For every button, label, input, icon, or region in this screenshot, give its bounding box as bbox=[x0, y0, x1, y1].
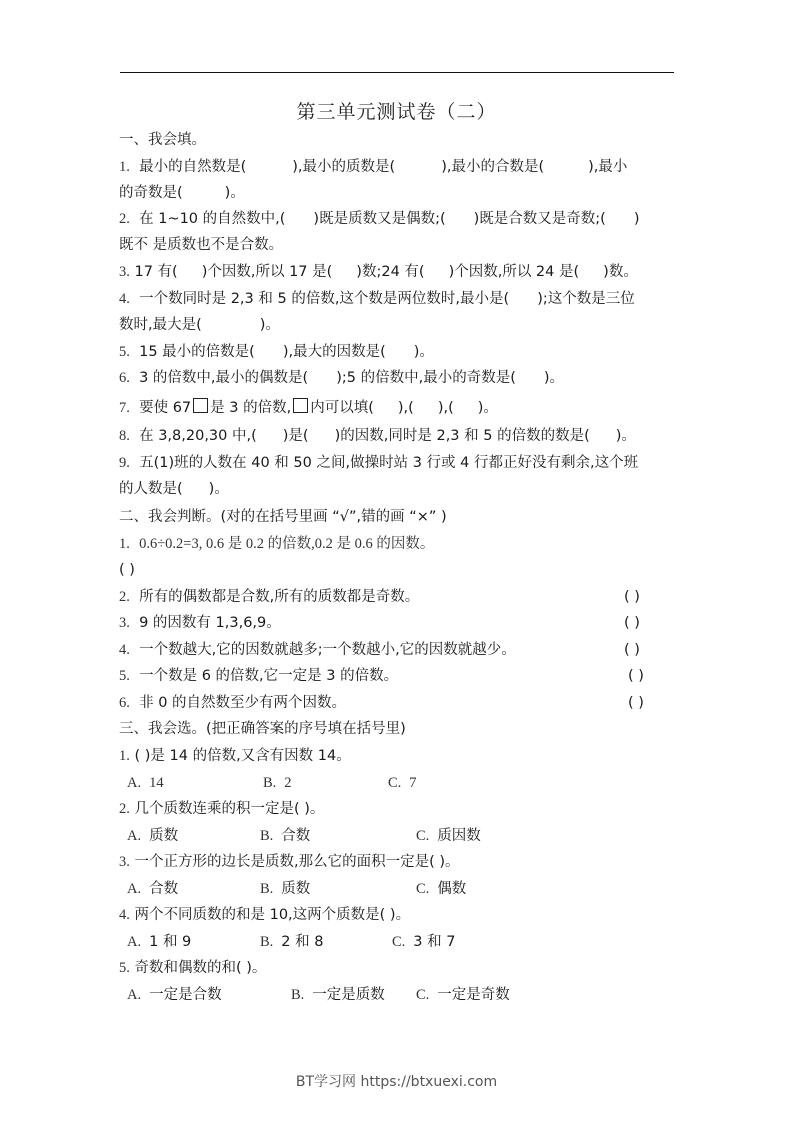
option-label: C. bbox=[392, 934, 406, 950]
option-text: 7 bbox=[409, 775, 417, 791]
option-label: A. bbox=[127, 881, 142, 897]
q-text: ( )是 14 的倍数,又含有因数 14。 bbox=[134, 748, 351, 764]
option-c[interactable] bbox=[416, 879, 466, 899]
option-a[interactable] bbox=[127, 773, 164, 793]
q-number: 1. bbox=[119, 536, 130, 552]
q-text: 内可以填( bbox=[310, 400, 374, 416]
square-box-icon bbox=[193, 398, 208, 413]
s3-question-4 bbox=[119, 905, 410, 925]
q-text: ),最小的合数是( bbox=[441, 159, 545, 175]
q-text: )。 bbox=[208, 481, 229, 497]
q-number: 1. bbox=[119, 748, 130, 764]
q-text: ) bbox=[633, 211, 640, 227]
option-a[interactable] bbox=[127, 879, 178, 899]
option-text: 3 和 7 bbox=[413, 934, 456, 950]
q-text: 两个不同质数的和是 10,这两个质数是( )。 bbox=[134, 907, 411, 923]
option-text: 一定是奇数 bbox=[437, 987, 510, 1003]
q-number: 1. bbox=[119, 159, 130, 175]
q-text: )个因数,所以 24 是( bbox=[448, 264, 580, 280]
s2-item-5 bbox=[119, 666, 398, 686]
answer-paren[interactable]: ( ) bbox=[624, 642, 640, 658]
q-text: )数;24 有( bbox=[356, 264, 425, 280]
option-label: C. bbox=[416, 881, 430, 897]
option-text: 质数 bbox=[149, 828, 179, 844]
q-number: 8. bbox=[119, 428, 130, 444]
q-number: 3. bbox=[119, 615, 130, 631]
q-number: 4. bbox=[119, 642, 130, 658]
option-text: 14 bbox=[149, 775, 164, 791]
q-text: 17 有( bbox=[134, 264, 178, 280]
section2-heading: 二、我会判断。(对的在括号里画 “√”,错的画 “×” ) bbox=[119, 509, 447, 525]
option-a[interactable] bbox=[127, 932, 191, 952]
q-text: 所有的偶数都是合数,所有的质数都是奇数。 bbox=[139, 589, 420, 605]
s3-question-2 bbox=[119, 799, 324, 819]
answer-paren[interactable]: ( ) bbox=[624, 615, 640, 631]
square-box-icon bbox=[293, 398, 308, 413]
s1-q3 bbox=[119, 262, 638, 282]
option-c[interactable] bbox=[392, 932, 455, 952]
q-text: )。 bbox=[477, 400, 498, 416]
q-text: 3 的倍数中,最小的偶数是( bbox=[139, 370, 309, 386]
q-number: 6. bbox=[119, 370, 130, 386]
s1-q2-line2: 既不 是质数也不是合数。 bbox=[119, 237, 284, 253]
option-c[interactable] bbox=[416, 985, 510, 1005]
q-text: 在 3,8,20,30 中,( bbox=[139, 428, 257, 444]
q-text: ),( bbox=[437, 400, 454, 416]
q-text: 在 1~10 的自然数中,( bbox=[139, 211, 286, 227]
s2-item-6 bbox=[119, 693, 346, 713]
s3-question-1 bbox=[119, 746, 351, 766]
q-text: )是( bbox=[282, 428, 309, 444]
q-number: 5. bbox=[119, 668, 130, 684]
option-label: B. bbox=[260, 934, 274, 950]
option-a[interactable] bbox=[127, 985, 222, 1005]
q-number: 3. bbox=[119, 854, 130, 870]
option-label: C. bbox=[416, 828, 430, 844]
section3-heading: 三、我会选。(把正确答案的序号填在括号里) bbox=[119, 721, 406, 737]
option-text: 一定是合数 bbox=[149, 987, 222, 1003]
option-a[interactable] bbox=[127, 826, 178, 846]
option-label: C. bbox=[388, 775, 402, 791]
option-label: A. bbox=[127, 828, 142, 844]
s2-item-1-paren[interactable]: ( ) bbox=[119, 562, 135, 578]
q-text: 几个质数连乘的积一定是( )。 bbox=[134, 801, 325, 817]
option-text: 合数 bbox=[281, 828, 311, 844]
q-text: );5 的倍数中,最小的奇数是( bbox=[336, 370, 516, 386]
q-text: )数。 bbox=[603, 264, 638, 280]
q-number: 6. bbox=[119, 695, 130, 711]
option-text: 质因数 bbox=[437, 828, 481, 844]
q-text: )。 bbox=[259, 317, 280, 333]
option-text: 合数 bbox=[149, 881, 179, 897]
s2-item-1 bbox=[119, 534, 434, 554]
s3-question-5 bbox=[119, 958, 266, 978]
s1-q8 bbox=[119, 426, 636, 446]
option-label: B. bbox=[260, 828, 274, 844]
option-text: 2 bbox=[284, 775, 292, 791]
q-text: 一个数是 6 的倍数,它一定是 3 的倍数。 bbox=[139, 668, 399, 684]
page-title: 第三单元测试卷（二） bbox=[296, 101, 497, 123]
q-text: ),最大的因数是( bbox=[282, 344, 386, 360]
option-label: A. bbox=[127, 934, 142, 950]
option-text: 1 和 9 bbox=[149, 934, 192, 950]
q-text: )。 bbox=[413, 344, 434, 360]
s1-q1-line1 bbox=[119, 157, 627, 177]
s1-q9-line1 bbox=[119, 453, 638, 473]
q-text: )。 bbox=[224, 185, 245, 201]
q-text: ),最小 bbox=[588, 159, 628, 175]
q-text: )。 bbox=[543, 370, 565, 386]
option-b[interactable] bbox=[260, 932, 323, 952]
q-text: 非 0 的自然数至少有两个因数。 bbox=[139, 695, 347, 711]
answer-paren[interactable]: ( ) bbox=[628, 695, 644, 711]
q-text: 一个数越大,它的因数就越多;一个数越小,它的因数就越少。 bbox=[139, 642, 516, 658]
option-label: B. bbox=[291, 987, 305, 1003]
option-text: 一定是质数 bbox=[312, 987, 385, 1003]
q-text: 15 最小的倍数是( bbox=[139, 344, 255, 360]
q-number: 2. bbox=[119, 589, 130, 605]
q-number: 2. bbox=[119, 211, 130, 227]
q-text: 0.6÷0.2=3, 0.6 是 0.2 的倍数,0.2 是 0.6 的因数。 bbox=[139, 536, 435, 552]
s2-item-2 bbox=[119, 587, 419, 607]
q-text: 的奇数是( bbox=[119, 185, 183, 201]
q-number: 3. bbox=[119, 264, 130, 280]
header-rule bbox=[120, 72, 674, 73]
q-text: )既是合数又是奇数;( bbox=[473, 211, 606, 227]
section1-heading: 一、我会填。 bbox=[119, 132, 206, 148]
option-c[interactable] bbox=[388, 773, 417, 793]
option-text: 2 和 8 bbox=[281, 934, 324, 950]
q-text: );这个数是三位 bbox=[537, 291, 635, 307]
s1-q4-line1 bbox=[119, 289, 635, 309]
q-text: 最小的自然数是( bbox=[139, 159, 247, 175]
s3-question-3 bbox=[119, 852, 460, 872]
q-text: 9 的因数有 1,3,6,9。 bbox=[139, 615, 281, 631]
footer-watermark: BT学习网 https://btxuexi.com bbox=[295, 1074, 498, 1090]
s1-q1-line2 bbox=[119, 183, 245, 203]
answer-paren[interactable]: ( ) bbox=[628, 668, 644, 684]
q-number: 7. bbox=[119, 400, 130, 416]
option-text: 偶数 bbox=[437, 881, 467, 897]
answer-paren[interactable]: ( ) bbox=[624, 589, 640, 605]
option-label: B. bbox=[260, 881, 274, 897]
q-text: 一个正方形的边长是质数,那么它的面积一定是( )。 bbox=[134, 854, 460, 870]
q-text: 的人数是( bbox=[119, 481, 183, 497]
option-b[interactable] bbox=[260, 826, 310, 846]
s1-q9-line2 bbox=[119, 479, 229, 499]
q-number: 4. bbox=[119, 291, 130, 307]
option-label: C. bbox=[416, 987, 430, 1003]
q-text: 是 3 的倍数, bbox=[210, 400, 292, 416]
q-text: )的因数,同时是 2,3 和 5 的倍数的数是( bbox=[334, 428, 590, 444]
q-text: 五(1)班的人数在 40 和 50 之间,做操时站 3 行或 4 行都正好没有剩余,这个班 bbox=[139, 455, 639, 471]
q-text: ),( bbox=[397, 400, 414, 416]
q-text: 要使 67 bbox=[139, 400, 192, 416]
q-number: 5. bbox=[119, 960, 130, 976]
s2-item-3 bbox=[119, 613, 281, 633]
q-text: ),最小的质数是( bbox=[292, 159, 396, 175]
q-text: )既是质数又是偶数;( bbox=[313, 211, 446, 227]
q-text: 奇数和偶数的和( )。 bbox=[134, 960, 267, 976]
q-number: 9. bbox=[119, 455, 130, 471]
option-b[interactable] bbox=[291, 985, 385, 1005]
s1-q6 bbox=[119, 368, 564, 388]
s1-q2-line1 bbox=[119, 209, 639, 229]
option-label: A. bbox=[127, 775, 142, 791]
s2-item-4 bbox=[119, 640, 516, 660]
q-text: 一个数同时是 2,3 和 5 的倍数,这个数是两位数时,最小是( bbox=[139, 291, 510, 307]
s1-q7 bbox=[119, 398, 498, 418]
s1-q5 bbox=[119, 342, 434, 362]
s1-q4-line2 bbox=[119, 315, 280, 335]
q-number: 2. bbox=[119, 801, 130, 817]
option-text: 质数 bbox=[281, 881, 311, 897]
q-number: 4. bbox=[119, 907, 130, 923]
q-number: 5. bbox=[119, 344, 130, 360]
option-label: B. bbox=[263, 775, 277, 791]
option-c[interactable] bbox=[416, 826, 481, 846]
option-b[interactable] bbox=[263, 773, 292, 793]
option-label: A. bbox=[127, 987, 142, 1003]
q-text: 数时,最大是( bbox=[119, 317, 202, 333]
option-b[interactable] bbox=[260, 879, 310, 899]
q-text: )。 bbox=[615, 428, 636, 444]
q-text: )个因数,所以 17 是( bbox=[201, 264, 333, 280]
